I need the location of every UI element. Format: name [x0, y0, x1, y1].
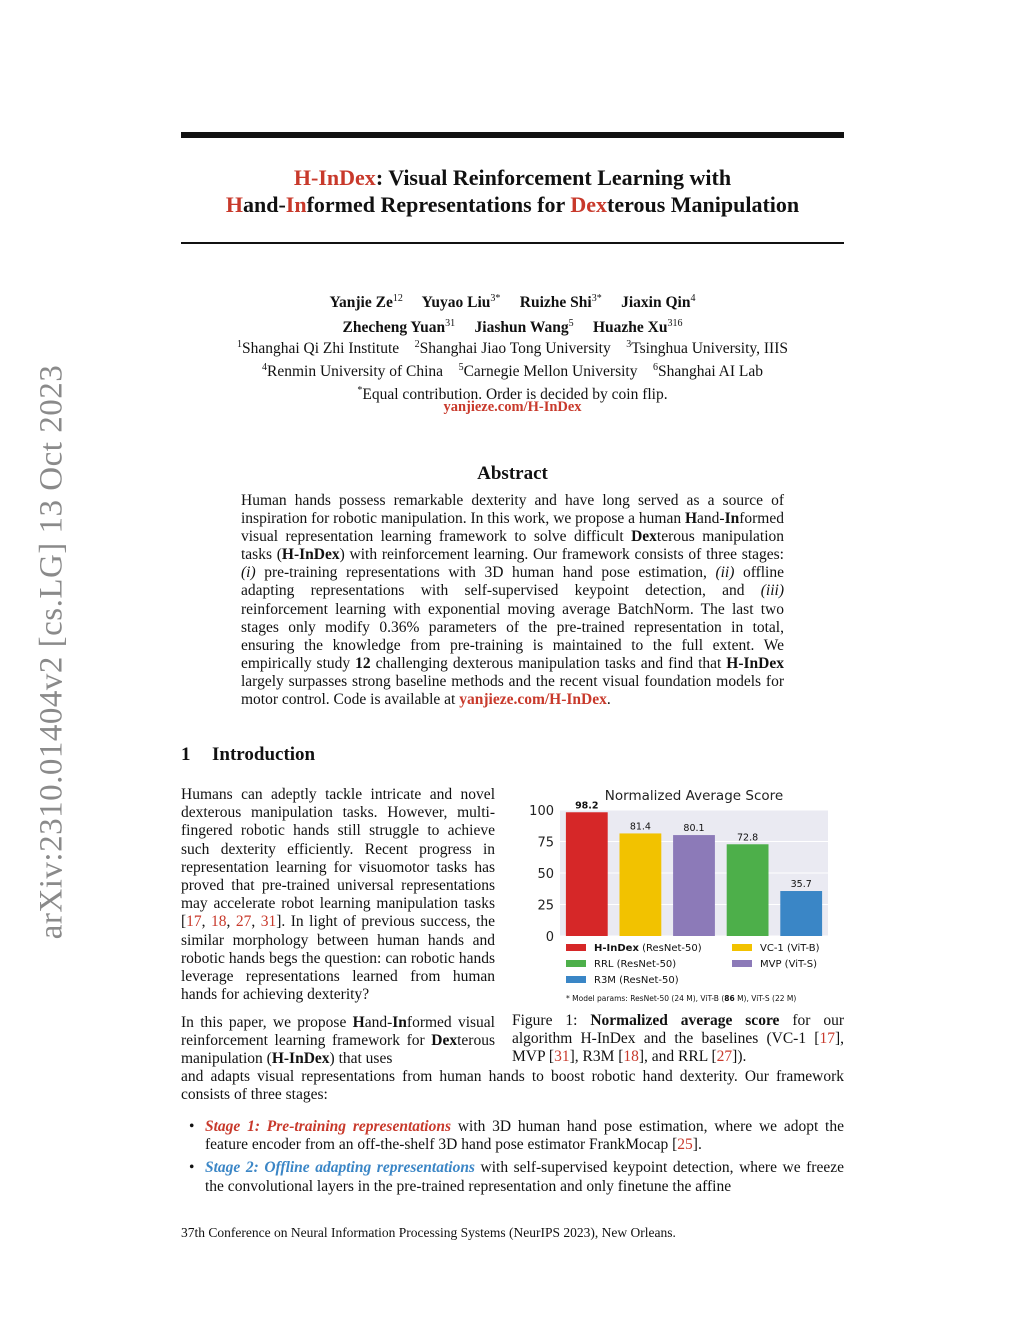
bar-value-label: 98.2 [575, 800, 599, 812]
arxiv-identifier: arXiv:2310.01404v2 [cs.LG] 13 Oct 2023 [33, 364, 70, 940]
conference-footer: 37th Conference on Neural Information Processing Systems (NeurIPS 2023), New Orleans. [181, 1225, 676, 1240]
bar-vc-1 [619, 833, 661, 936]
legend-label: VC-1 (ViT-B) [760, 943, 820, 954]
author-name: Zhecheng Yuan [342, 319, 446, 337]
legend-swatch [566, 960, 586, 967]
bar-value-label: 80.1 [683, 823, 705, 835]
citation-link[interactable]: 18 [211, 913, 227, 931]
author-list: Yanjie Ze$^{12}$ Yuyao Liu$^{3*}$ Ruizhe Shi$^{3*}$ Jiaxin Qin$^4$ Zhecheng Yuan$^{31}$ Jiashun Wang$^5$ Huazhe Xu$^{316}$ [329, 293, 696, 337]
title-rule-bottom [181, 242, 844, 244]
chart-title: Normalized Average Score [604, 788, 784, 804]
section-heading: 1 Introduction [181, 744, 316, 765]
paper-title: H-InDex: Visual Reinforcement Learning with Hand-Informed Representations for Dexterous Manipulation [225, 165, 800, 217]
y-tick-label: 0 [545, 930, 554, 945]
citation-link[interactable]: 25 [677, 1136, 693, 1154]
citation-link[interactable]: 27 [235, 913, 252, 931]
legend-label: MVP (ViT-S) [760, 959, 818, 970]
author-name: Jiaxin Qin [621, 294, 691, 312]
y-tick-label: 25 [537, 898, 554, 914]
intro-paragraph-1: Humans can adeptly tackle intricate and novel dexterous manipulation tasks. However, multi-fingered robotic hands still struggle to achieve such dexterity efficiently. Recent progress in representation learning for visuomotor tasks has proved that pre-trained universal representations may accelerate robot learning manipulation tasks [17, 18, 27, 31]. In light of previous success, the similar morphology between human hands and robotic hands begs the question: can robotic hands leverage representations learned from human hands for achieving dexterity? [181, 786, 496, 1004]
bar-h-index [566, 812, 608, 936]
bar-rrl [727, 844, 769, 936]
intro-paragraph-2-continued: and adapts visual representations from human hands to boost robotic hand dexterity. Our framework consists of three stages: [181, 1068, 844, 1104]
author-name: Huazhe Xu [592, 319, 668, 337]
affiliations: $^1$Shanghai Qi Zhi Institute $^2$Shanghai Jiao Tong University $^3$Tsinghua University, IIIS $^4$Renmin University of China $^5$Carnegie Mellon University $^6$Shanghai AI Lab *Equal contribution. Order is decided by coin flip. [181, 335, 844, 404]
bar-value-label: 72.8 [737, 832, 759, 844]
y-tick-label: 100 [529, 804, 554, 819]
chart-note: * Model params: ResNet-50 (24 M), ViT-B (86 M), ViT-S (22 M) [566, 994, 797, 1003]
stage-list [181, 1118, 844, 1201]
citation-link[interactable]: 31 [554, 1048, 570, 1066]
author-name: Yanjie Ze [329, 294, 393, 312]
abstract-body: Human hands possess remarkable dexterity and have long served as a source of inspiration for robotic manipulation. In this work, we propose a human Hand-Informed visual representation learning framework to solve difficult Dexterous manipulation tasks (H-InDex) with reinforcement learning. Our framework consists of three stages: (i) pre-training representations with 3D human hand pose estimation, (ii) offline adapting representations with self-supervised keypoint detection, and (iii) reinforcement learning with exponential moving average BatchNorm. The last two stages only modify 0.36% parameters of the pre-trained representation in total, ensuring the knowledge from pre-training is maintained to the full extent. We empirically study 12 challenging dexterous manipulation tasks and find that H-InDex largely surpasses strong baseline methods and the recent visual foundation models for motor control. Code is available at yanjieze.com/H-InDex. [241, 492, 784, 709]
normalized-score-chart [510, 780, 844, 1008]
citation-link[interactable]: 27 [716, 1048, 733, 1066]
abstract-heading: Abstract [477, 463, 548, 484]
bar-value-label: 81.4 [629, 821, 651, 833]
legend-swatch [566, 944, 586, 951]
project-website-link[interactable]: yanjieze.com/H-InDex [443, 399, 582, 415]
author-name: Ruizhe Shi [519, 294, 592, 312]
legend-swatch [566, 976, 586, 983]
legend-swatch [732, 944, 752, 951]
legend-label: RRL (ResNet-50) [594, 959, 677, 970]
author-name: Jiashun Wang [474, 319, 569, 337]
list-item: • Stage 1: Pre-training representations with 3D human hand pose estimation, where we adopt the feature encoder from an off-the-shelf 3D hand pose estimator FrankMocap [25]. [189, 1118, 844, 1154]
legend-label: H-InDex (ResNet-50) [594, 943, 702, 954]
citation-link[interactable]: 31 [260, 913, 277, 931]
figure-caption: Figure 1: Normalized average score for our algorithm H-InDex and the baselines (VC-1 [17], MVP [31], R3M [18], and RRL [27]). [512, 1012, 844, 1066]
author-name: Yuyao Liu [421, 294, 491, 312]
y-tick-label: 50 [537, 867, 554, 882]
bar-value-label: 35.7 [790, 879, 812, 891]
code-link[interactable]: yanjieze.com/H-InDex [459, 691, 607, 709]
intro-paragraph-2: In this paper, we propose Hand-Informed visual reinforcement learning framework for Dexterous manipulation (H-InDex) that uses [181, 1014, 495, 1068]
bar-mvp [673, 835, 715, 936]
legend-label: R3M (ResNet-50) [594, 975, 679, 986]
list-item: • Stage 2: Offline adapting representations with self-supervised keypoint detection, where we freeze the convolutional layers in the pre-trained representation and only finetune the affine [189, 1159, 844, 1195]
y-tick-label: 75 [537, 835, 554, 851]
bar-r3m [780, 891, 822, 936]
citation-link[interactable]: 18 [623, 1048, 639, 1066]
title-rule-top [181, 132, 844, 138]
citation-link[interactable]: 17 [819, 1030, 835, 1048]
citation-link[interactable]: 17 [186, 913, 202, 931]
legend-swatch [732, 960, 752, 967]
equal-contribution-note: *Equal contribution. Order is decided by coin flip. [357, 385, 668, 404]
